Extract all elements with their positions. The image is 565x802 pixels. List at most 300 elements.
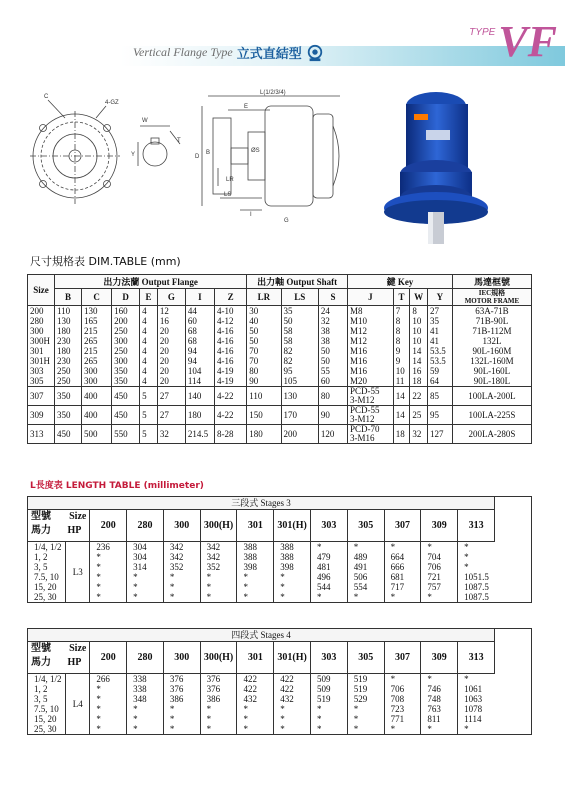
table-cell: 215 <box>82 346 112 356</box>
table-row <box>28 542 532 553</box>
table-cell: 4-16 <box>214 346 246 356</box>
table-cell: 1051.5 <box>458 572 495 582</box>
table-cell: 303 <box>28 366 55 376</box>
size-column-header: 280 <box>127 642 164 674</box>
svg-text:LR: LR <box>226 177 234 183</box>
table-cell: * <box>90 562 127 572</box>
dim-col-header: E <box>140 289 158 306</box>
table-cell: 721 <box>421 572 458 582</box>
table-cell: * <box>311 592 348 603</box>
table-cell: 304 <box>127 552 164 562</box>
size-column-header: 313 <box>458 642 495 674</box>
table-cell: 215 <box>82 326 112 336</box>
table-cell: 90L-160M <box>452 346 531 356</box>
table-cell: 90L-160L <box>452 366 531 376</box>
table-cell: * <box>200 582 237 592</box>
hp-cell: 25, 30 <box>34 592 57 602</box>
motor-sub-1: IEC規格 <box>478 289 506 297</box>
table-cell: 14 <box>410 346 428 356</box>
table-cell: * <box>311 704 348 714</box>
length-table-title: L長度表 LENGTH TABLE (millimeter) <box>30 481 204 491</box>
model-size-header <box>28 510 90 542</box>
dim-col-header: B <box>55 289 82 306</box>
table-cell: 18 <box>410 376 428 387</box>
dim-group-motor: 馬達框號 <box>452 275 531 289</box>
table-cell: * <box>384 592 421 603</box>
table-cell: 160 <box>112 306 140 317</box>
table-cell: 4 <box>140 356 158 366</box>
table-row <box>28 346 532 356</box>
table-cell: 40 <box>247 316 281 326</box>
motor-sub-2: MOTOR FRAME <box>464 297 520 305</box>
table-cell: 376 <box>163 674 200 685</box>
type-badge <box>469 17 557 66</box>
brand-logo-icon <box>306 44 324 62</box>
table-cell: * <box>421 674 458 685</box>
table-cell: 50 <box>318 356 347 366</box>
table-cell: 506 <box>347 572 384 582</box>
table-cell: 352 <box>200 562 237 572</box>
table-cell: 400 <box>82 387 112 406</box>
table-cell: 4-22 <box>214 406 246 425</box>
table-cell: 388 <box>274 552 311 562</box>
type-code: VF <box>498 17 557 66</box>
table-cell: * <box>90 582 127 592</box>
table-cell: 300 <box>112 336 140 346</box>
table-cell: M16 <box>348 366 394 376</box>
table-cell: 8 <box>393 336 410 346</box>
table-cell: * <box>127 714 164 724</box>
header-part: 馬力 <box>31 657 51 668</box>
table-cell: * <box>163 714 200 724</box>
table-cell: * <box>347 592 384 603</box>
table-cell: 214.5 <box>185 425 214 444</box>
hp-cell: 1/4, 1/2 <box>34 674 62 684</box>
hp-cell: 3, 5 <box>34 694 48 704</box>
table-cell: 35 <box>427 316 452 326</box>
table-cell: 300 <box>82 366 112 376</box>
table-cell: 110 <box>247 387 281 406</box>
size-column-header: 307 <box>384 510 421 542</box>
table-cell: * <box>237 714 274 724</box>
dim-col-header: T <box>393 289 410 306</box>
table-row <box>28 356 532 366</box>
table-cell: 1063 <box>458 694 495 704</box>
table-cell: * <box>127 572 164 582</box>
table-cell: 4-10 <box>214 306 246 317</box>
table-cell: 132L-160M <box>452 356 531 366</box>
table-cell: * <box>274 572 311 582</box>
table-cell: * <box>127 724 164 735</box>
table-cell: 338 <box>127 684 164 694</box>
table-cell: 717 <box>384 582 421 592</box>
table-cell: * <box>163 704 200 714</box>
table-cell: 388 <box>237 552 274 562</box>
table-cell: 748 <box>421 694 458 704</box>
table-cell: 4 <box>140 316 158 326</box>
table-cell: M12 <box>348 336 394 346</box>
table-cell: 32 <box>410 425 428 444</box>
size-column-header: 280 <box>127 510 164 542</box>
table-cell: * <box>458 674 495 685</box>
table-cell: 422 <box>274 674 311 685</box>
dim-col-header: LR <box>247 289 281 306</box>
table-cell: 16 <box>157 316 185 326</box>
table-cell: 105 <box>281 376 318 387</box>
table-cell: 38 <box>318 326 347 336</box>
table-cell: 1087.5 <box>458 592 495 603</box>
table-cell: 4-12 <box>214 316 246 326</box>
table-cell: * <box>90 714 127 724</box>
table-cell: 20 <box>157 336 185 346</box>
svg-text:L(1/2/3/4): L(1/2/3/4) <box>260 90 286 96</box>
table-cell: 301 <box>28 346 55 356</box>
table-cell: 41 <box>427 336 452 346</box>
table-cell: 4-16 <box>214 326 246 336</box>
table-row <box>28 572 532 582</box>
table-cell: * <box>274 582 311 592</box>
svg-text:4-GZ: 4-GZ <box>105 100 119 106</box>
table-cell: 250 <box>55 376 82 387</box>
table-row <box>28 704 532 714</box>
table-cell: 757 <box>421 582 458 592</box>
table-cell: 519 <box>347 674 384 685</box>
table-cell: 11 <box>393 376 410 387</box>
table-cell: 68 <box>185 336 214 346</box>
svg-text:LS: LS <box>224 192 232 198</box>
size-column-header: 303 <box>311 642 348 674</box>
table-cell: 1078 <box>458 704 495 714</box>
table-cell: 64 <box>427 376 452 387</box>
table-cell: 704 <box>421 552 458 562</box>
table-cell: 8 <box>393 316 410 326</box>
table-cell: 80 <box>247 366 281 376</box>
dim-table <box>27 274 532 444</box>
table-cell: 4-19 <box>214 366 246 376</box>
dim-col-header: D <box>112 289 140 306</box>
table-cell: 398 <box>237 562 274 572</box>
table-cell: * <box>237 724 274 735</box>
table-cell: * <box>163 582 200 592</box>
table-cell: 170 <box>281 406 318 425</box>
table-cell: 10 <box>410 316 428 326</box>
table-cell: 350 <box>112 376 140 387</box>
dim-col-header: W <box>410 289 428 306</box>
svg-text:B: B <box>206 150 211 156</box>
type-label: TYPE <box>469 27 496 38</box>
table-cell: 132L <box>452 336 531 346</box>
table-cell: 14 <box>393 406 410 425</box>
table-cell: 313 <box>28 425 55 444</box>
table-cell: * <box>127 592 164 603</box>
table-cell: 4-16 <box>214 336 246 346</box>
stage-header: 三段式 Stages 3 <box>28 497 495 510</box>
table-cell: 5 <box>140 425 158 444</box>
table-cell: 8 <box>410 306 428 317</box>
table-cell: 250 <box>55 366 82 376</box>
table-cell: 5 <box>140 387 158 406</box>
table-cell: * <box>90 694 127 704</box>
dim-col-header: Y <box>427 289 452 306</box>
dim-motor-subheader <box>452 289 531 306</box>
header-en-title: Vertical Flange Type <box>133 45 233 59</box>
table-cell: * <box>200 592 237 603</box>
table-cell: 4-22 <box>214 387 246 406</box>
table-cell: 90 <box>318 406 347 425</box>
table-cell: 41 <box>427 326 452 336</box>
table-cell: 4 <box>140 326 158 336</box>
svg-text:W: W <box>142 118 148 124</box>
hp-cell: 7.5, 10 <box>34 572 59 582</box>
table-cell: 422 <box>237 684 274 694</box>
table-cell: 130 <box>55 316 82 326</box>
header-part: HP <box>67 657 82 668</box>
table-cell: 200LA-280S <box>452 425 531 444</box>
table-cell: 24 <box>318 306 347 317</box>
table-cell: 352 <box>163 562 200 572</box>
table-cell: 481 <box>311 562 348 572</box>
table-cell: * <box>163 592 200 603</box>
table-cell: 4 <box>140 366 158 376</box>
table-cell: 342 <box>200 542 237 553</box>
table-cell: 140 <box>185 387 214 406</box>
table-cell: 38 <box>318 336 347 346</box>
table-cell: * <box>458 562 495 572</box>
table-cell: 127 <box>427 425 452 444</box>
table-cell: 95 <box>427 406 452 425</box>
dim-col-header: I <box>185 289 214 306</box>
table-cell: * <box>458 542 495 553</box>
table-row <box>28 406 532 425</box>
table-cell: 90L-180L <box>452 376 531 387</box>
table-cell: 50 <box>318 346 347 356</box>
hp-cell: 7.5, 10 <box>34 704 59 714</box>
table-cell: 388 <box>274 542 311 553</box>
table-cell: 130 <box>281 387 318 406</box>
table-cell: 706 <box>421 562 458 572</box>
table-cell: 388 <box>237 542 274 553</box>
table-cell: 309 <box>28 406 55 425</box>
table-cell: 25 <box>410 406 428 425</box>
group-cell: L4 <box>66 674 90 735</box>
table-cell: * <box>90 724 127 735</box>
table-cell: 95 <box>281 366 318 376</box>
table-row <box>28 714 532 724</box>
table-cell: 44 <box>185 306 214 317</box>
table-cell: * <box>274 724 311 735</box>
group-cell: L3 <box>66 542 90 603</box>
table-cell: * <box>347 714 384 724</box>
svg-text:T: T <box>177 138 181 144</box>
table-cell: 53.5 <box>427 356 452 366</box>
table-cell: 300H <box>28 336 55 346</box>
table-cell: * <box>200 714 237 724</box>
table-cell: 432 <box>237 694 274 704</box>
table-cell: 376 <box>200 674 237 685</box>
table-cell: 90 <box>247 376 281 387</box>
table-cell: 16 <box>410 366 428 376</box>
table-row <box>28 387 532 406</box>
table-cell: 376 <box>200 684 237 694</box>
table-cell: * <box>163 724 200 735</box>
table-cell: 71B-90L <box>452 316 531 326</box>
table-cell: 664 <box>384 552 421 562</box>
table-row <box>28 376 532 387</box>
table-cell: * <box>458 724 495 735</box>
size-column-header: 300 <box>163 510 200 542</box>
table-cell: 265 <box>82 336 112 346</box>
svg-text:D: D <box>195 154 200 160</box>
table-cell: 307 <box>28 387 55 406</box>
table-cell: * <box>200 704 237 714</box>
table-cell: 266 <box>90 674 127 685</box>
table-cell: 811 <box>421 714 458 724</box>
model-size-header <box>28 642 90 674</box>
table-cell: 301H <box>28 356 55 366</box>
size-column-header: 301(H) <box>274 510 311 542</box>
table-cell: 7 <box>393 306 410 317</box>
table-cell: 422 <box>237 674 274 685</box>
table-cell: 300 <box>82 376 112 387</box>
table-cell: 12 <box>157 306 185 317</box>
svg-text:C: C <box>44 94 49 100</box>
table-cell: * <box>200 572 237 582</box>
table-cell: PCD-55 3-M12 <box>348 387 394 406</box>
svg-text:I: I <box>250 212 252 218</box>
table-cell: 20 <box>157 326 185 336</box>
table-cell: * <box>347 724 384 735</box>
header-title <box>133 43 324 62</box>
table-cell: 350 <box>55 387 82 406</box>
table-row <box>28 316 532 326</box>
table-cell: 9 <box>393 356 410 366</box>
header-part: HP <box>67 525 82 536</box>
svg-text:G: G <box>284 218 289 224</box>
table-cell: 60 <box>318 376 347 387</box>
hp-cell: 1/4, 1/2 <box>34 542 62 552</box>
table-cell: 398 <box>274 562 311 572</box>
table-cell: 338 <box>127 674 164 685</box>
table-cell: 376 <box>163 684 200 694</box>
table-cell: 30 <box>247 306 281 317</box>
table-cell: * <box>90 552 127 562</box>
table-cell: 746 <box>421 684 458 694</box>
table-cell: 35 <box>281 306 318 317</box>
svg-text:Y: Y <box>131 152 136 158</box>
size-column-header: 300(H) <box>200 642 237 674</box>
table-cell: 509 <box>311 684 348 694</box>
table-cell: * <box>274 714 311 724</box>
table-row <box>28 694 532 704</box>
table-cell: * <box>90 704 127 714</box>
hp-cell: 15, 20 <box>34 714 57 724</box>
table-cell: * <box>237 582 274 592</box>
table-cell: 130 <box>82 306 112 317</box>
table-cell: 55 <box>318 366 347 376</box>
table-cell: 70 <box>247 356 281 366</box>
table-cell: 165 <box>82 316 112 326</box>
table-cell: 94 <box>185 346 214 356</box>
size-column-header: 309 <box>421 642 458 674</box>
table-cell: 5 <box>140 406 158 425</box>
table-cell: 509 <box>311 674 348 685</box>
table-cell: 450 <box>55 425 82 444</box>
table-cell: 58 <box>281 326 318 336</box>
table-cell: 500 <box>82 425 112 444</box>
table-cell: 519 <box>311 694 348 704</box>
table-cell: M16 <box>348 346 394 356</box>
header-cn-title: 立式直結型 <box>236 47 302 62</box>
table-cell: * <box>237 592 274 603</box>
table-cell: 550 <box>112 425 140 444</box>
table-cell: * <box>458 552 495 562</box>
table-cell: * <box>347 704 384 714</box>
table-cell: 71B-112M <box>452 326 531 336</box>
table-cell: 1061 <box>458 684 495 694</box>
table-cell: 200 <box>28 306 55 317</box>
size-column-header: 303 <box>311 510 348 542</box>
table-cell: 314 <box>127 562 164 572</box>
size-column-header: 200 <box>90 642 127 674</box>
length-table-stage4 <box>27 628 532 735</box>
dim-table-title: 尺寸規格表 DIM.TABLE (mm) <box>30 255 181 268</box>
table-row <box>28 582 532 592</box>
table-cell: 300 <box>28 326 55 336</box>
hp-cell: 3, 5 <box>34 562 48 572</box>
table-cell: 771 <box>384 714 421 724</box>
table-row <box>28 306 532 317</box>
header-part: 型號 <box>31 511 51 522</box>
table-cell: 20 <box>157 376 185 387</box>
table-cell: 85 <box>427 387 452 406</box>
table-cell: PCD-55 3-M12 <box>348 406 394 425</box>
svg-text:ØS: ØS <box>251 148 260 154</box>
table-cell: 150 <box>247 406 281 425</box>
table-cell: 708 <box>384 694 421 704</box>
table-cell: 386 <box>200 694 237 704</box>
table-cell: 4 <box>140 306 158 317</box>
dim-col-header: S <box>318 289 347 306</box>
table-cell: M16 <box>348 356 394 366</box>
size-column-header: 301 <box>237 510 274 542</box>
table-cell: 32 <box>318 316 347 326</box>
table-row <box>28 562 532 572</box>
table-cell: 22 <box>410 387 428 406</box>
table-cell: 27 <box>157 406 185 425</box>
table-cell: 400 <box>82 406 112 425</box>
table-cell: 544 <box>311 582 348 592</box>
table-cell: 10 <box>410 326 428 336</box>
table-cell: * <box>90 592 127 603</box>
table-cell: 82 <box>281 356 318 366</box>
table-cell: 180 <box>55 346 82 356</box>
table-cell: 529 <box>347 694 384 704</box>
table-cell: 422 <box>274 684 311 694</box>
table-cell: 100LA-200L <box>452 387 531 406</box>
table-cell: 104 <box>185 366 214 376</box>
table-cell: 200 <box>281 425 318 444</box>
table-cell: M10 <box>348 316 394 326</box>
table-cell: 450 <box>112 406 140 425</box>
table-cell: 491 <box>347 562 384 572</box>
table-cell: 386 <box>163 694 200 704</box>
table-cell: 27 <box>427 306 452 317</box>
table-cell: * <box>311 724 348 735</box>
size-column-header: 300 <box>163 642 200 674</box>
table-cell: 265 <box>82 356 112 366</box>
table-cell: M8 <box>348 306 394 317</box>
table-row <box>28 326 532 336</box>
